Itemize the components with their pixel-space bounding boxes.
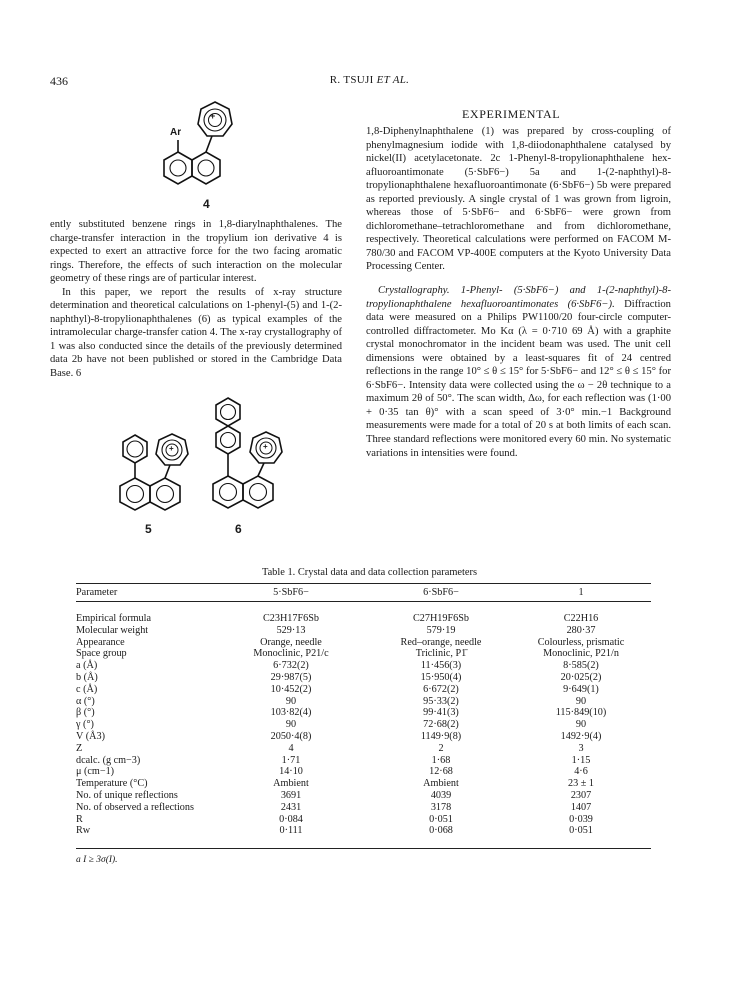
table-cell: 23 ± 1: [568, 778, 594, 790]
page-number: 436: [50, 74, 68, 88]
table-row-label: a (Å): [76, 660, 98, 672]
table-cell: 6·672(2): [423, 683, 459, 695]
left-paragraph-2: In this paper, we report the results of x-ray structure determination and theoretical calculations on 1-phenyl-(5) and 1-(2-naphthyl)-8-tropylionaphthalenes (6) as typical examples of the intramolecular charge-transfer cation 4. The x-ray crystallography of 1 was also conducted since the details of the previously determined data 2b have not been published or stored in the Cambridge Data Base. 6: [50, 286, 342, 380]
table-row-label: β (°): [76, 707, 95, 719]
table-header: 1: [578, 587, 584, 598]
table-row: [76, 637, 651, 648]
table-row-label: No. of unique reflections: [76, 790, 178, 801]
table-row: [76, 707, 651, 718]
table-cell: C27H19F6Sb: [412, 613, 470, 624]
table-cell: 529·13: [276, 624, 306, 636]
right-paragraph-1: 1,8-Diphenylnaphthalene (1) was prepared by cross-coupling of phenylmagnesium iodide with 1,8-diiodonaphthalene catalysed by nickel(II) acetylacetonate. 2c 1-Phenyl-8-tropylionaphthalene hexafluoroantimonate (5·SbF6−) 5a and 1-(2-naphthyl)-8-tropylionaphthalene hexafluoroantimonate (6·SbF6−) 5b were prepared as reported previously. A single crystal of 1 was grown from ligroin, whereas those of 5·SbF6− and 6·SbF6− were grown from dichloromethane–tetrachloromethane and from dichloromethane, respectively. Theoretical calculations were performed on FACOM M-780/30 and FACOM VP-400E computers at the Kyoto University Data Processing Center.: [366, 126, 671, 273]
table-cell: 2050·4(8): [270, 731, 312, 742]
table-row: [76, 825, 651, 836]
structure-compound-5: [110, 430, 210, 530]
table-cell: 115·849(10): [555, 707, 607, 719]
table-cell: 90: [575, 719, 587, 731]
table-cell: 4·6: [574, 766, 588, 778]
table-row: [76, 814, 651, 825]
table-cell: 14·10: [279, 766, 303, 778]
table-cell: 1·71: [281, 754, 301, 766]
table-cell: 3691: [280, 790, 302, 801]
right-paragraph-2: [366, 284, 671, 460]
table-cell: 12·68: [429, 766, 453, 778]
compound-6-plus: +: [263, 442, 268, 451]
table-cell: 0·051: [429, 813, 453, 825]
compound-4-label: 4: [203, 197, 210, 211]
compound-5-plus: +: [169, 444, 174, 453]
table-row: [76, 684, 651, 695]
table-cell: 90: [285, 719, 297, 731]
table-cell: 0·084: [279, 813, 303, 825]
running-head-author: R. TSUJI: [329, 74, 374, 86]
table-row-label: Rw: [76, 825, 91, 837]
table-cell: 0·068: [429, 825, 453, 837]
table-cell: 15·950(4): [420, 672, 462, 683]
running-head-etal: ET AL.: [376, 74, 410, 86]
table-row: [76, 672, 651, 683]
structure-compound-6: [200, 396, 310, 526]
table-cell: 0·111: [279, 825, 303, 837]
table-caption: Table 1. Crystal data and data collection parameters: [261, 567, 478, 578]
table-row-label: Appearance: [76, 636, 125, 648]
table-header: Parameter: [76, 587, 118, 598]
table-cell: 3178: [430, 801, 452, 813]
table-cell: C23H17F6Sb: [262, 613, 320, 624]
table-cell: 1492·9(4): [560, 731, 602, 742]
table-cell: 6·732(2): [273, 660, 309, 672]
table-cell: 8·585(2): [563, 660, 599, 672]
table-header: 6·SbF6−: [423, 587, 459, 598]
table-cell: 4039: [430, 790, 452, 801]
running-head: [0, 74, 739, 86]
table-footnote: a I ≥ 3σ(I).: [76, 855, 118, 865]
table-row: [76, 778, 651, 789]
table-cell: 20·025(2): [560, 672, 602, 683]
table-cell: 90: [575, 695, 587, 707]
table-row-label: γ (°): [76, 719, 94, 731]
table-cell: 3: [578, 742, 584, 754]
table-cell: 29·987(5): [270, 672, 312, 683]
table-cell: 10·452(2): [270, 683, 312, 695]
table-cell: Red–orange, needle: [400, 636, 482, 648]
table-row-label: Temperature (°C): [76, 778, 148, 790]
crystallography-text: Diffraction data were measured on a Philips PW1100/20 four-circle computer-controlled diffractometer. Mo Kα (λ = 0·710 69 Å) with a graphite crystal monochromator in the incident beam was used. The unit cell dimensions were obtained by a least-squares fit of 24 centred reflections in the range 10° ≤ θ ≤ 15° for 5·SbF6− and 12° ≤ θ ≤ 15° for 6·SbF6−. Intensity data were collected using the ω − 2θ technique to a maximum 2θ of 50°. The scan width, Δω, for each reflection was (1·00 + 0·35 tan θ)° with a scan speed of 3·0° min.−1 Background measurements were made for a total of 20 s at both limits of each scan. Three standard reflections were monitored every 60 min. No systematic variations in intensities were found.: [366, 298, 671, 459]
table-row: [76, 755, 651, 766]
table-cell: 1407: [570, 801, 592, 813]
table-cell: 579·19: [426, 624, 456, 636]
table-cell: 280·37: [566, 624, 596, 636]
table-row-label: b (Å): [76, 672, 98, 683]
table-cell: 2307: [570, 790, 592, 801]
crystallography-heading: Crystallography. 1-Phenyl- (5·SbF6−) and 1-(2-naphthyl)-8-tropylionaphthalene hexafluoroantimonates (6·SbF6−).: [366, 285, 671, 310]
table-row-label: No. of observed a reflections: [76, 801, 194, 813]
table-row: [76, 802, 651, 813]
table-header-rule: [76, 601, 651, 602]
table-row-label: R: [76, 813, 83, 825]
table-row: [76, 790, 651, 801]
table-cell: 0·039: [569, 813, 593, 825]
table-row-label: Space group: [76, 648, 127, 660]
table-row-label: Molecular weight: [76, 624, 149, 636]
table-cell: 4: [288, 742, 294, 754]
table-row-label: μ (cm−1): [76, 766, 115, 778]
table-row: [76, 731, 651, 742]
table-cell: 2: [438, 742, 444, 754]
right-column: [366, 125, 671, 460]
table-row-label: dcalc. (g cm−3): [76, 754, 141, 766]
table-row-label: c (Å): [76, 683, 98, 695]
table-row: [76, 613, 651, 624]
table-cell: 99·41(3): [423, 707, 459, 719]
table-cell: 1·15: [571, 754, 591, 766]
table-cell: Ambient: [273, 778, 309, 790]
table-bottom-rule: [76, 848, 651, 849]
table-row: [76, 625, 651, 636]
table-row-label: α (°): [76, 695, 95, 707]
table-cell: Triclinic, P1̄: [415, 648, 467, 660]
table-row-label: V (Å3): [76, 731, 105, 742]
table-cell: Monoclinic, P21/n: [543, 648, 619, 660]
table-cell: Colourless, prismatic: [537, 636, 625, 648]
table-row: [76, 766, 651, 777]
table-row: [76, 719, 651, 730]
table-cell: 9·649(1): [563, 683, 599, 695]
table-row-label: Empirical formula: [76, 613, 151, 624]
table-cell: 95·33(2): [423, 695, 459, 707]
table-top-rule: [76, 583, 651, 584]
table-cell: 11·456(3): [420, 660, 462, 672]
section-title-experimental: EXPERIMENTAL: [462, 107, 561, 121]
left-column: [50, 218, 342, 381]
table-header: 5·SbF6−: [273, 587, 309, 598]
table-cell: 103·82(4): [270, 707, 312, 719]
table-cell: C22H16: [563, 613, 599, 624]
table-row: [76, 696, 651, 707]
table-cell: 2431: [280, 801, 302, 813]
compound-4-plus: +: [210, 111, 216, 121]
table-cell: 72·68(2): [423, 719, 459, 731]
table-row: [76, 743, 651, 754]
table-cell: 0·051: [569, 825, 593, 837]
table-cell: Orange, needle: [260, 636, 322, 648]
table-row: [76, 648, 651, 659]
table-cell: 90: [285, 695, 297, 707]
left-paragraph-1: ently substituted benzene rings in 1,8-diarylnaphthalenes. The charge-transfer interaction in the tropylium ion derivative 4 is expected to exert an attractive force for the two facing aromatic rings. Therefore, the effects of such interaction on the molecular geometry of these rings are of particular interest.: [50, 219, 342, 285]
table-cell: 1·68: [431, 754, 451, 766]
compound-4-ar-label: Ar: [170, 127, 182, 138]
table-row-label: Z: [76, 742, 83, 754]
table-header-row: [76, 587, 651, 598]
table-cell: Monoclinic, P21/c: [253, 648, 329, 660]
compound-6-label: 6: [235, 522, 242, 536]
table-cell: Ambient: [423, 778, 459, 790]
compound-5-label: 5: [145, 522, 152, 536]
table-row: [76, 660, 651, 671]
structure-compound-4: [140, 100, 250, 210]
table-cell: 1149·9(8): [420, 731, 462, 742]
